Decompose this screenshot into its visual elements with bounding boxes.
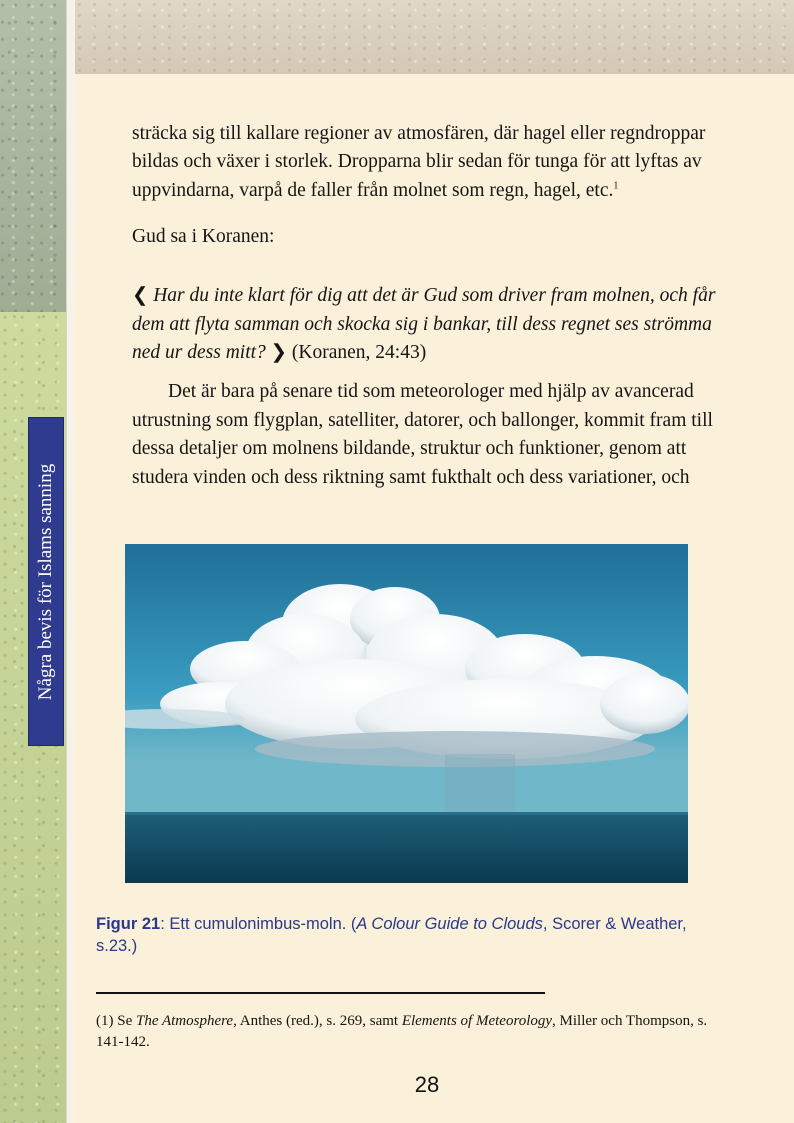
page-number: 28 — [414, 1072, 440, 1097]
footnote-prefix: (1) Se — [96, 1013, 136, 1029]
footnote-mid: , Anthes (red.), s. 269, samt — [233, 1013, 402, 1029]
paragraph-2: Gud sa i Koranen: — [132, 226, 275, 247]
paragraph-1 — [132, 120, 722, 206]
header-band — [75, 0, 794, 74]
footnote-title-1: The Atmosphere — [136, 1013, 234, 1029]
caption-source-rest: , Scorer & Weather, s.23.) — [96, 915, 687, 955]
book-title-tab — [28, 417, 64, 746]
paragraph-1-text: sträcka sig till kallare regioner av atmosfären, där hagel eller regndroppar bildas och växer i storlek. Dropparna blir sedan för tunga för att lyftas av uppvindarna, varpå de faller från molnet som regn, hagel, etc. — [132, 122, 706, 201]
quote-text: Har du inte klart för dig att det är Gud som driver fram molnen, och får dem att flyta samman och skocka sig i bankar, till dess regnet ses strömma ned ur dess mitt? — [132, 285, 716, 363]
footnote-divider — [96, 992, 545, 994]
cloud-photo — [125, 544, 688, 883]
paragraph-3: Det är bara på senare tid som meteorologer med hjälp av avancerad utrustning som flygplan, satelliter, datorer, och ballonger, kommit fram till dessa detaljer om molnens bildande, struktur och funktioner, genom att studera vinden och dess riktning samt fukthalt och dess variationer, och — [132, 381, 713, 488]
sidebar — [0, 0, 66, 1123]
footnote-mark: 1 — [613, 180, 619, 191]
footnote-title-2: Elements of Meteorology — [401, 1013, 553, 1029]
footnote — [96, 1011, 716, 1053]
quran-quote — [132, 282, 722, 368]
caption-source-title: A Colour Guide to Clouds — [356, 915, 543, 933]
quote-reference: (Koranen, 24:43) — [291, 342, 427, 363]
quote-close-bracket: ❯ — [270, 342, 288, 363]
sidebar-edge — [66, 0, 75, 1123]
figure-caption — [96, 913, 716, 957]
caption-text: : Ett cumulonimbus-moln. ( — [160, 915, 357, 933]
sidebar-texture-top — [0, 0, 66, 312]
footnote-suffix: , Miller och Thompson, s. 141-142. — [96, 1013, 708, 1050]
quote-open-bracket: ❮ — [132, 285, 149, 306]
figure-label: Figur 21 — [96, 915, 161, 933]
book-title-text: Några bevis för Islams sanning — [35, 463, 56, 700]
